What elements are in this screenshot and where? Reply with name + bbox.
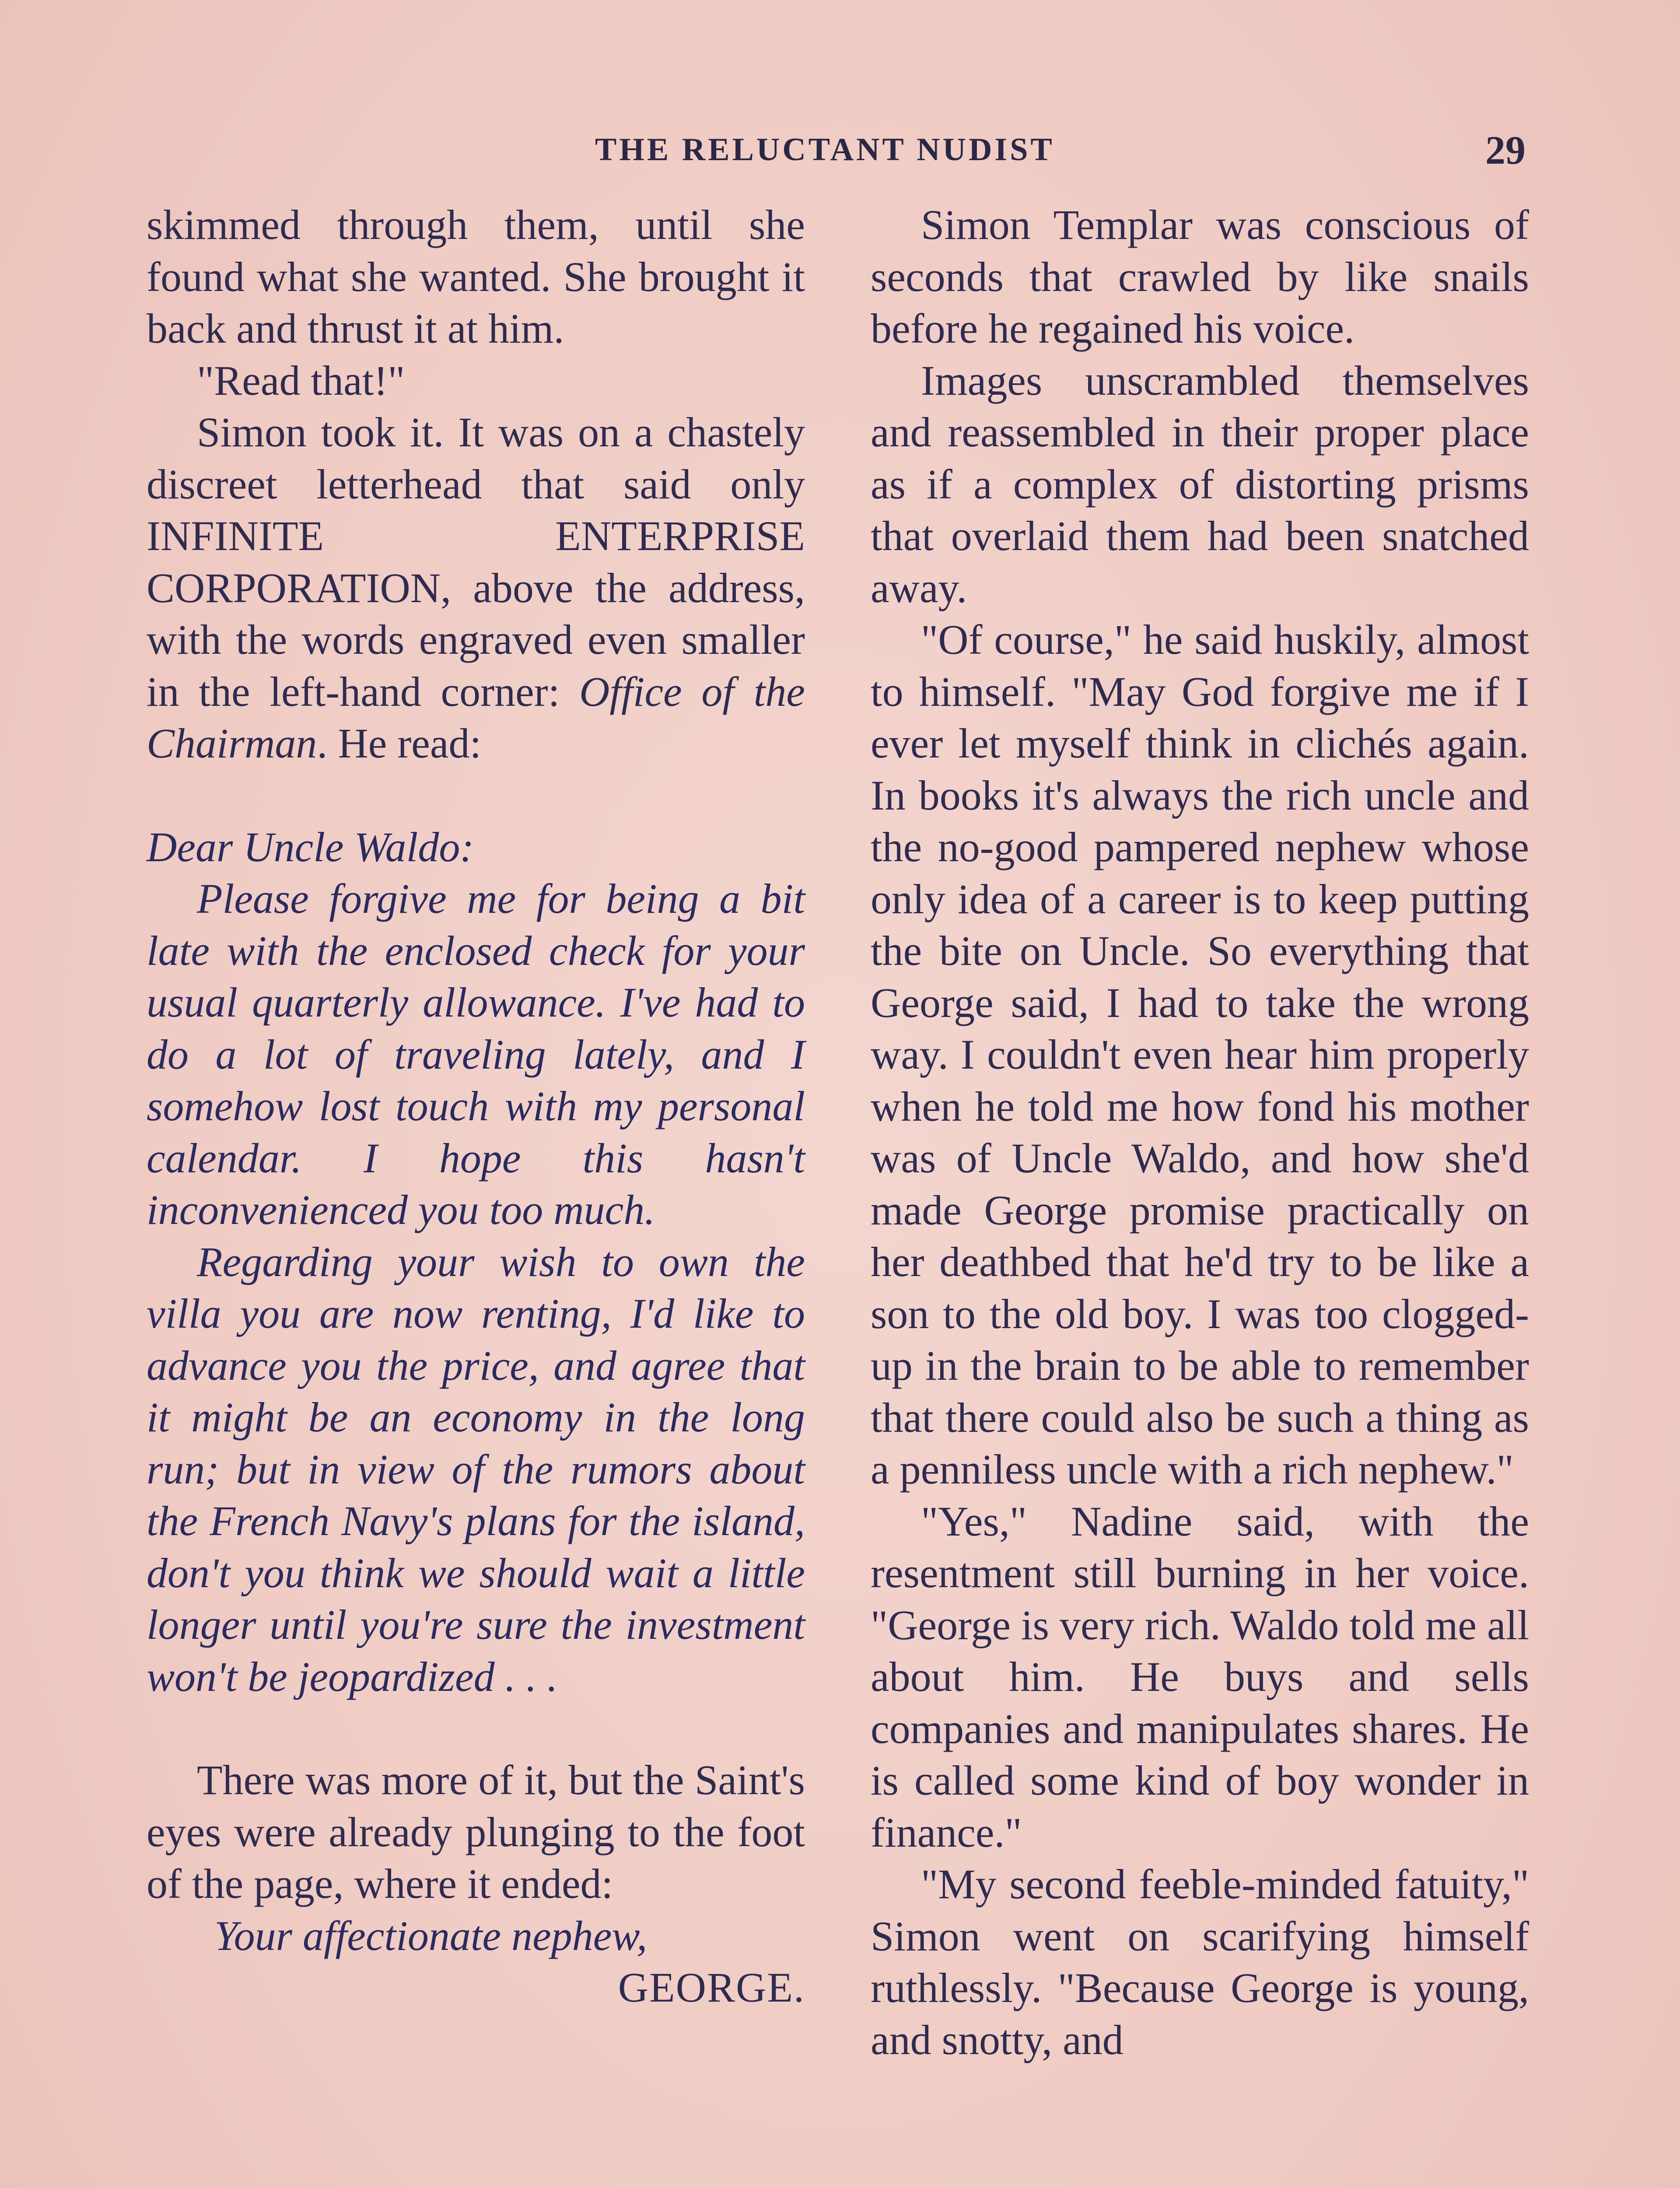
paragraph: Images unscrambled themselves and reassembled in their proper place as if a complex of distorting prisms that overlaid them had been snatched away. — [871, 357, 1529, 611]
italic-phrase: Office of the Chairman — [147, 668, 805, 767]
paragraph: "Yes," Nadine said, with the resentment still burning in her voice. "George is very rich. Waldo told me all about him. He buys and sells companies and manipulates shares. He is called some kind of boy wonder in finance." — [871, 1497, 1529, 1856]
letter-paragraph: Please forgive me for being a bit late with the enclosed check for your usual quarterly allowance. I've had to do a lot of traveling lately, and I somehow lost touch with my personal calendar. I hope this hasn't inconvenienced you too much. — [147, 875, 805, 1233]
paragraph: "Read that!" — [197, 357, 405, 404]
paragraph: "Of course," he said huskily, almost to himself. "May God forgive me if I ever let myself think in clichés again. In books it's always the rich uncle and the no-good pampered nephew whose only idea of a career is to keep putting the bite on Uncle. So everything that George said, I had to take the wrong way. I couldn't even hear him properly when he told me how fond his mother was of Uncle Waldo, and how she'd made George promise practically on her deathbed that he'd try to be like a son to the old boy. I was too clogged-up in the brain to be able to remember that there could also be such a thing as a penniless uncle with a rich nephew." — [871, 616, 1529, 1493]
paragraph: skimmed through them, until she found what she wanted. She brought it back and thrust it at him. — [147, 201, 805, 352]
page-number: 29 — [1485, 128, 1526, 172]
letter-signoff: Your affectionate nephew, — [214, 1912, 648, 1959]
paragraph: There was more of it, but the Saint's eyes were already plunging to the foot of the page, where it ended: — [147, 1757, 805, 1907]
paragraph: "My second feeble-minded fatuity," Simon went on scarifying himself ruthlessly. "Because George is young, and snotty, and — [871, 1861, 1529, 2063]
letter-paragraph: Regarding your wish to own the villa you are now renting, I'd like to advance you the price, and agree that it might be an economy in the long run; but in view of the rumors about the French Navy's plans for the island, don't you think we should wait a little longer until you're sure the investment won't be jeopardized . . . — [147, 1238, 805, 1700]
right-column — [871, 199, 1529, 2066]
paragraph — [147, 407, 805, 770]
left-column — [147, 199, 805, 2014]
letter-signature: GEORGE. — [618, 1964, 805, 2011]
letter-salutation: Dear Uncle Waldo: — [147, 823, 474, 870]
paragraph: Simon Templar was conscious of seconds that crawled by like snails before he regained his voice. — [871, 201, 1529, 352]
running-title: THE RELUCTANT NUDIST — [595, 132, 1055, 168]
paragraph-text: Simon took it. It was on a chastely discreet letterhead that said only INFINITE ENTERPRISE CORPORATION, above the address, with the words engraved even smaller in the left-hand corner: — [147, 409, 805, 715]
paragraph-text: . He read: — [317, 720, 482, 767]
